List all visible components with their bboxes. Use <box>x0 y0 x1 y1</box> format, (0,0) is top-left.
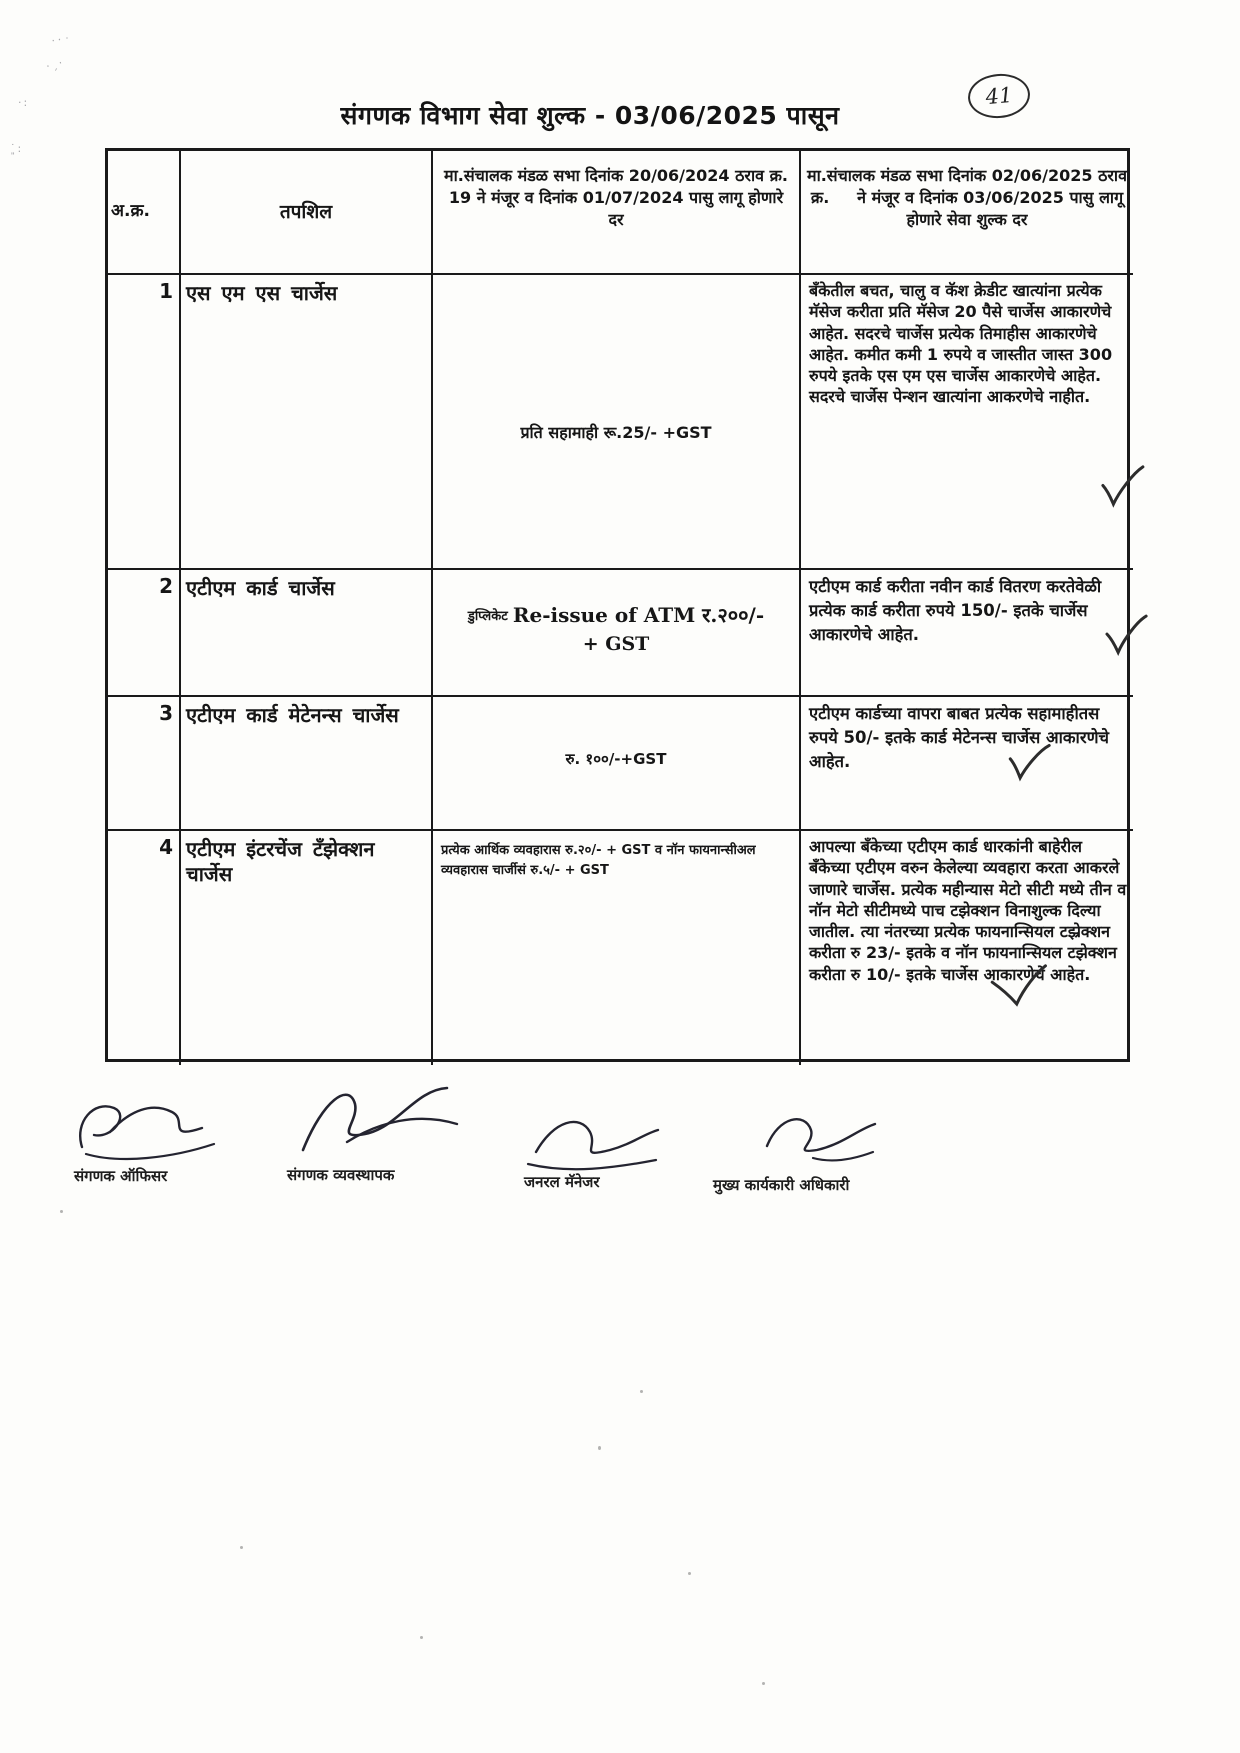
header-detail: तपशिल <box>181 151 433 275</box>
scan-speck <box>60 1210 63 1213</box>
row4-detail: एटीएम इंटरचेंज टॅंझेक्शन चार्जेस <box>181 831 433 1065</box>
row2-old-rate-gst: + GST <box>582 633 650 655</box>
row1-new-rate: बँकेतील बचत, चालु व कॅश क्रेडीट खात्यांना प्रत्येक मॅसेज करीता प्रति मॅसेज 20 पैसे चार्जेस आकारणेचे आहेत. सदरचे चार्जेस प्रत्येक तिमाहीस आकारणेचे आहेत. कमीत कमी 1 रुपये व जास्तीत जास्त 300 रुपये इतके एस एम एस चार्जेस आकारणेचे आहेत. सदरचे चार्जेस पेन्शन खात्यांना आकरणेचे नाहीत. <box>801 275 1133 570</box>
signature-label-general-manager: जनरल मॅनेजर <box>524 1173 600 1191</box>
row1-serial: 1 <box>108 275 181 570</box>
row4-serial: 4 <box>108 831 181 1065</box>
row3-serial: 3 <box>108 697 181 831</box>
header-new-rate: मा.संचालक मंडळ सभा दिनांक 02/06/2025 ठराव क्र. ने मंजूर व दिनांक 03/06/2025 पासु लागू होणारे सेवा शुल्क दर <box>801 151 1133 275</box>
pencil-mark: ·: <box>18 96 30 109</box>
signature-label-computer-officer: संगणक ऑफिसर <box>74 1167 168 1185</box>
scan-speck <box>598 1446 601 1450</box>
signature-general-manager <box>520 1106 670 1178</box>
row3-new-rate: एटीएम कार्डच्या वापरा बाबत प्रत्येक सहामाहीतस रुपये 50/- इतके कार्ड मेटेनन्स चार्जेस आकारणेचे आहेत. <box>801 697 1133 831</box>
pencil-mark: ·ˏ· <box>44 55 66 74</box>
row4-old-rate: प्रत्येक आर्थिक व्यवहारास रु.२०/- + GST व नॉन फायनान्सीअल व्यवहारास चार्जीसं रु.५/- + GST <box>433 831 801 1065</box>
row2-new-rate: एटीएम कार्ड करीता नवीन कार्ड वितरण करतेवेळी प्रत्येक कार्ड करीता रुपये 150/- इतके चार्जेस आकारणेचे आहेत. <box>801 570 1133 697</box>
scan-speck <box>240 1546 243 1549</box>
row2-serial: 2 <box>108 570 181 697</box>
row3-old-rate: रु. १००/-+GST <box>433 697 801 831</box>
pencil-mark: .·˙ <box>50 31 73 50</box>
row3-detail: एटीएम कार्ड मेटेनन्स चार्जेस <box>181 697 433 831</box>
signature-chief-executive-officer <box>755 1106 887 1168</box>
row2-detail: एटीएम कार्ड चार्जेस <box>181 570 433 697</box>
row2-old-rate-main: Re-issue of ATM र.२००/- <box>512 603 765 627</box>
scan-speck <box>688 1572 691 1575</box>
row1-detail: एस एम एस चार्जेस <box>181 275 433 570</box>
scan-speck <box>762 1682 765 1685</box>
signature-label-computer-manager: संगणक व्यवस्थापक <box>287 1166 395 1184</box>
scan-speck <box>640 1390 643 1393</box>
row2-old-rate <box>433 570 801 697</box>
signature-computer-manager <box>293 1078 465 1164</box>
page-title: संगणक विभाग सेवा शुल्क - 03/06/2025 पासून <box>340 101 840 130</box>
signature-label-chief-executive-officer: मुख्य कार्यकारी अधिकारी <box>713 1176 850 1194</box>
scan-speck <box>420 1636 423 1639</box>
row1-old-rate: प्रति सहामाही रू.25/- +GST <box>433 275 801 570</box>
page-number-text: 41 <box>984 82 1014 110</box>
row4-new-rate: आपल्या बँकेच्या एटीएम कार्ड धारकांनी बाहेरील बँकेच्या एटीएम वरुन केलेल्या व्यवहारा करता आकरले जाणारे चार्जेस. प्रत्येक महीन्यास मेटो सीटी मध्ये तीन व नॉन मेटो सीटीमध्ये पाच टझेक्शन विनाशुल्क दिल्या जातील. त्या नंतरच्या प्रत्येक फायनान्सियल टझ्रेक्शन करीता रु 23/- इतके व नॉन फायनान्सियल टझेक्शन करीता रु 10/- इतके चार्जेस आकारणेचे आहेत. <box>809 837 1127 984</box>
header-old-rate: मा.संचालक मंडळ सभा दिनांक 20/06/2024 ठराव क्र. 19 ने मंजूर व दिनांक 01/07/2024 पासु लागू होणारे दर <box>433 151 801 275</box>
signature-computer-officer <box>70 1092 220 1172</box>
pencil-mark: ˙͈: <box>10 142 24 155</box>
row2-old-rate-prefix: डुप्लिकेट <box>467 609 508 624</box>
service-charges-table <box>105 148 1130 1062</box>
header-serial-no: अ.क्र. <box>108 151 181 275</box>
